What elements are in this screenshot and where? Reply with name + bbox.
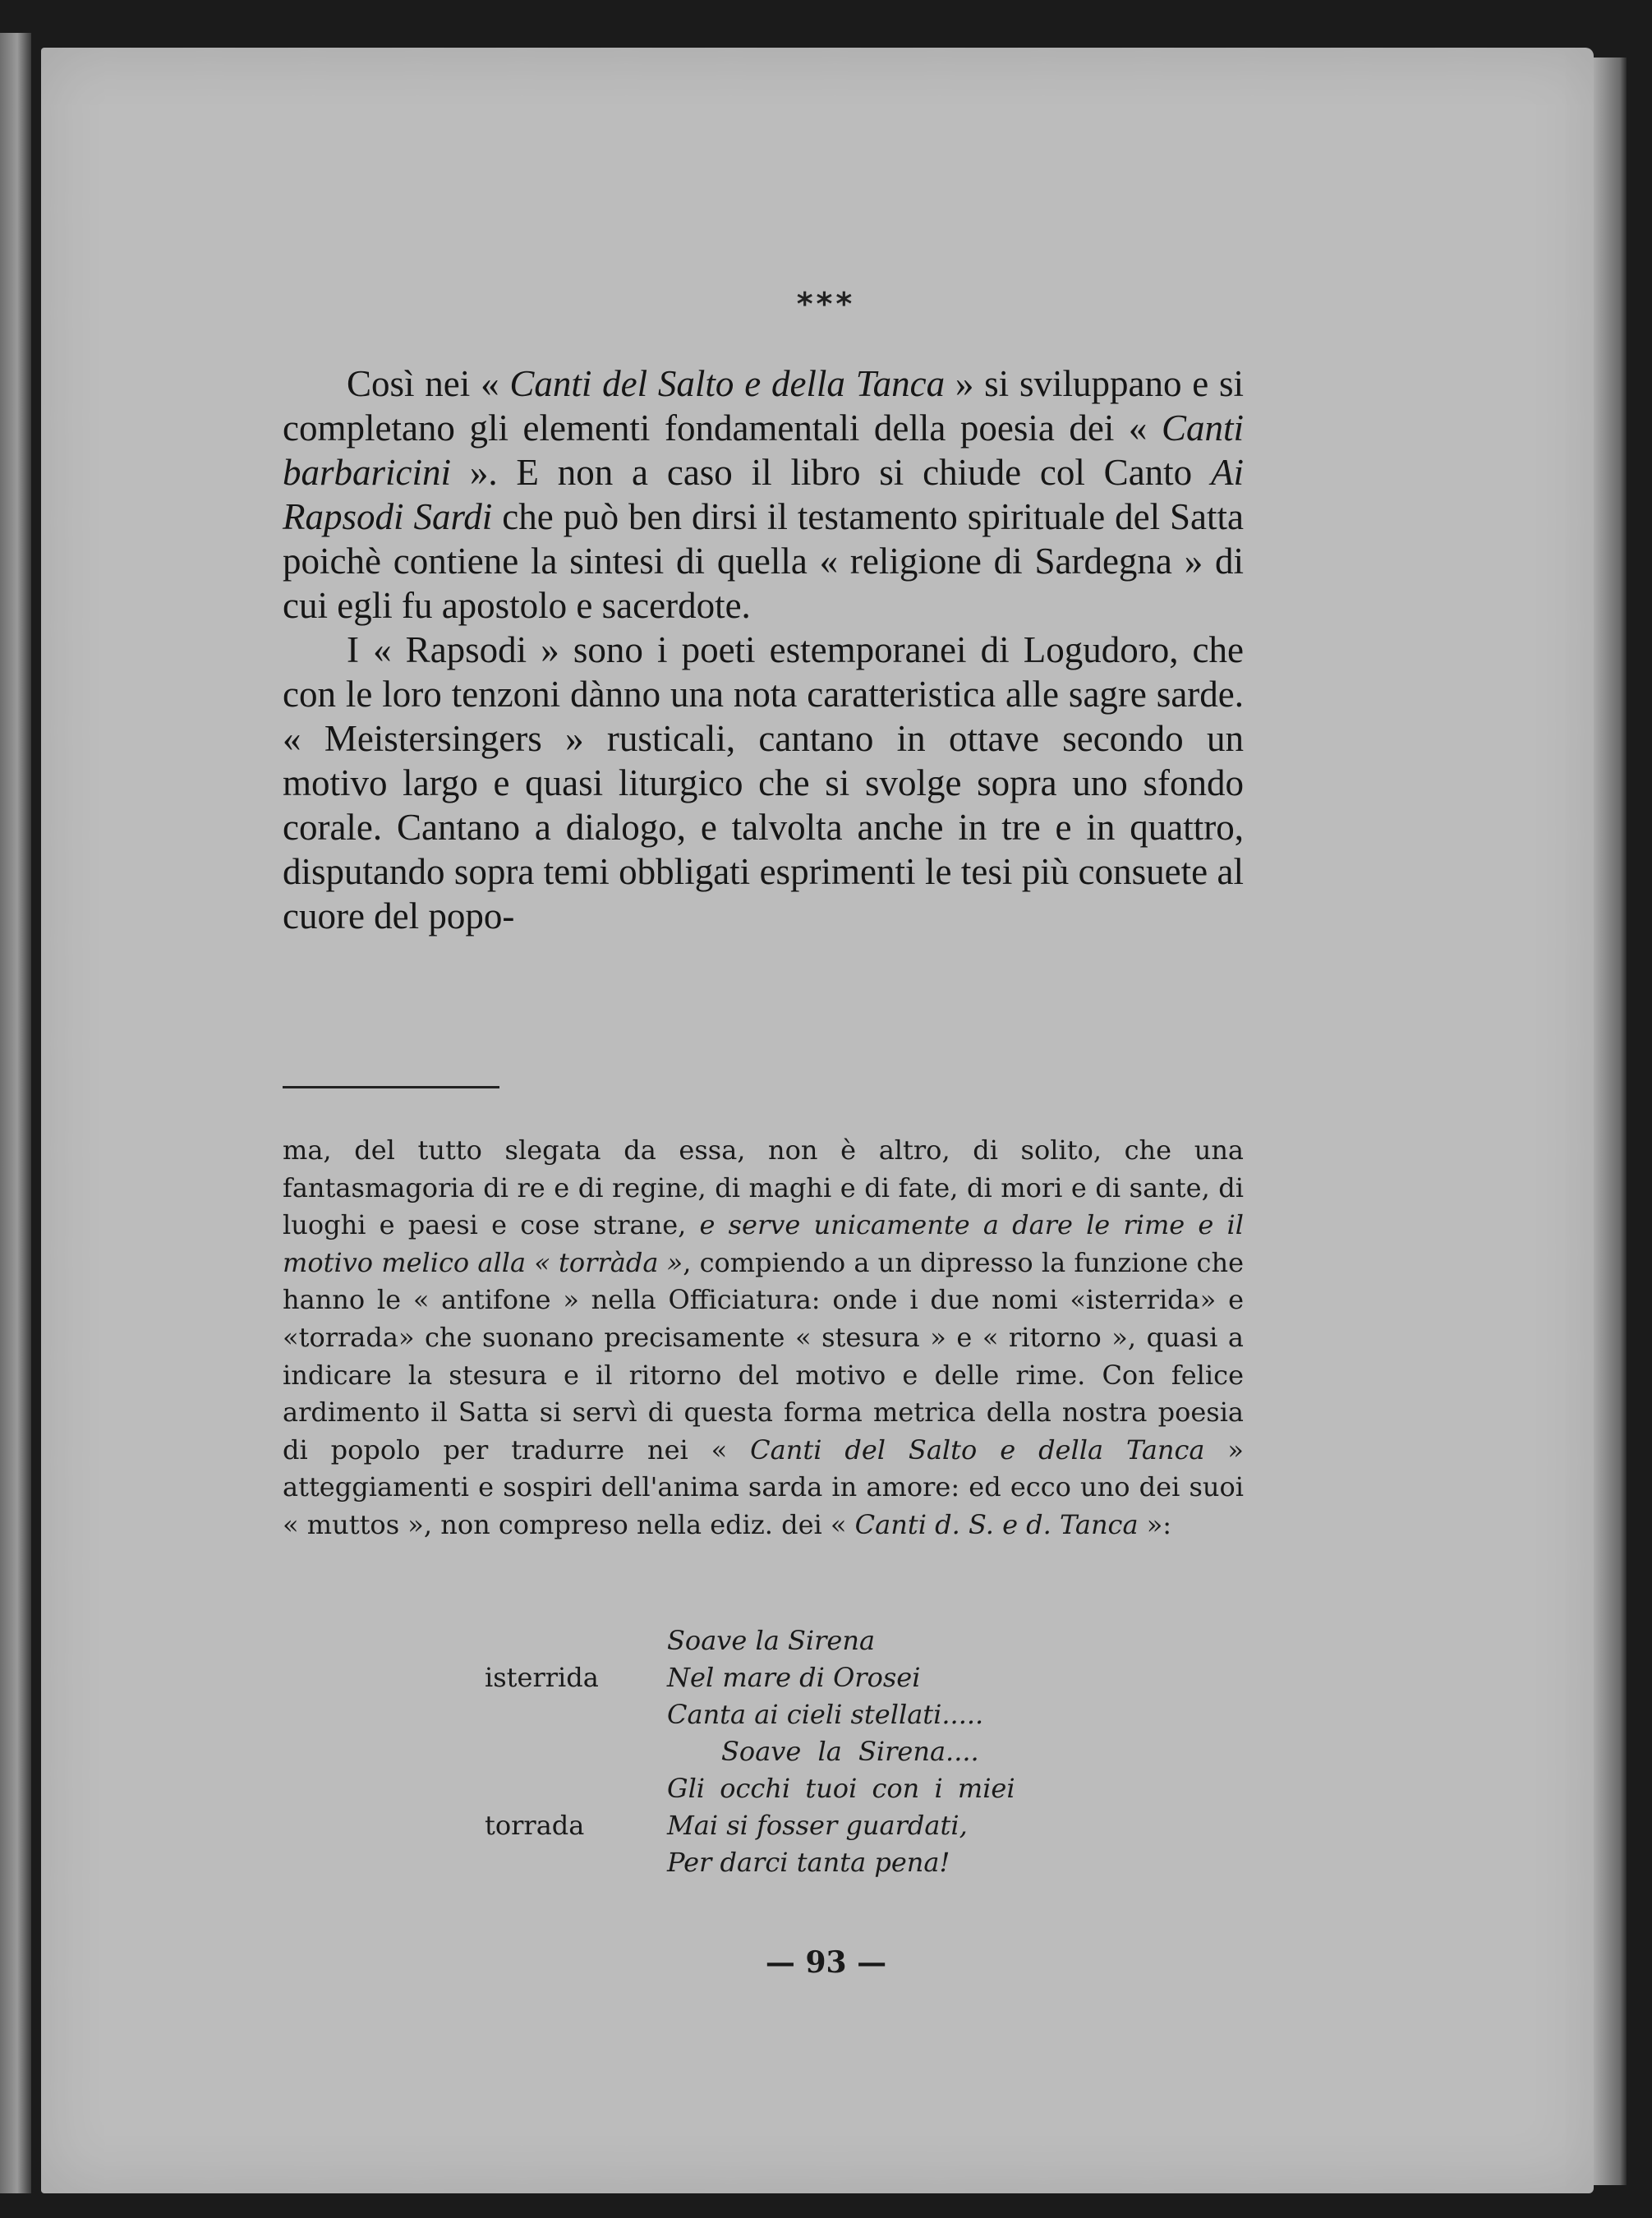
footnote (283, 1132, 1244, 1544)
verse-line: Nel mare di Orosei (667, 1662, 921, 1693)
main-text (283, 361, 1244, 938)
paragraph-2: I « Rapsodi » sono i poeti estemporanei di Logudoro, che con le loro tenzoni dànno una nota caratteristica alle sagre sarde. « Meistersingers » rusticali, cantano in ottave secondo un motivo largo e quasi liturgico che si svolge sopra uno sfondo corale. Cantano a dialogo, e talvolta anche in tre e in quattro, disputando sopra temi obbligati esprimenti le tesi più consuete al cuore del popo- (283, 629, 1244, 936)
section-ornament: *** (796, 286, 856, 322)
verse-line: Mai si fosser guardati, (667, 1810, 968, 1841)
verse-line: Soave la Sirena.... (721, 1736, 979, 1767)
verse-line: Soave la Sirena (667, 1625, 876, 1656)
footnote-text: ma, del tutto slegata da essa, non è altro, di solito, che una fantasmagoria di re e di regine, di maghi e di fate, di mori e di sante, di luoghi e paesi e cose strane, e serve unicamente a dare le rime e il motivo melico alla « torràda », compiendo a un dipresso la funzione che hanno le « antifone » nella Officiatura: onde i due nomi «isterrida» e «torrada» che suonano precisamente « stesura » e « ritorno », quasi a indicare la stesura e il ritorno del motivo e delle rime. Con felice ardimento il Satta si servì di questa forma metrica della nostra poesia di popolo per tradurre nei « Canti del Salto e della Tanca » atteggiamenti e sospiri dell'anima sarda in amore: ed ecco uno dei suoi « muttos », non compreso nella ediz. dei « Canti d. S. e d. Tanca »: (283, 1134, 1245, 1540)
verse-line: Per darci tanta pena! (667, 1847, 950, 1878)
page-number: — 93 — (765, 1945, 887, 1980)
facing-page-edge (0, 33, 31, 2193)
paragraph-1: Così nei « Canti del Salto e della Tanca » si sviluppano e si completano gli elementi fondamentali della poesia dei « Canti barbaricini ». E non a caso il libro si chiude col Canto Ai Rapsodi Sardi che può ben dirsi il testamento spirituale del Satta poichè contiene la sintesi di quella « religione di Sardegna » di cui egli fu apostolo e sacerdote. (283, 363, 1244, 626)
verse-label-isterrida: isterrida (485, 1662, 599, 1693)
page-stack-edge (1594, 58, 1627, 2185)
verse-label-torrada: torrada (485, 1810, 585, 1841)
verse-line: Gli occhi tuoi con i miei (667, 1773, 1015, 1804)
verse-line: Canta ai cieli stellati..... (667, 1699, 984, 1730)
footnote-divider (283, 1086, 499, 1088)
